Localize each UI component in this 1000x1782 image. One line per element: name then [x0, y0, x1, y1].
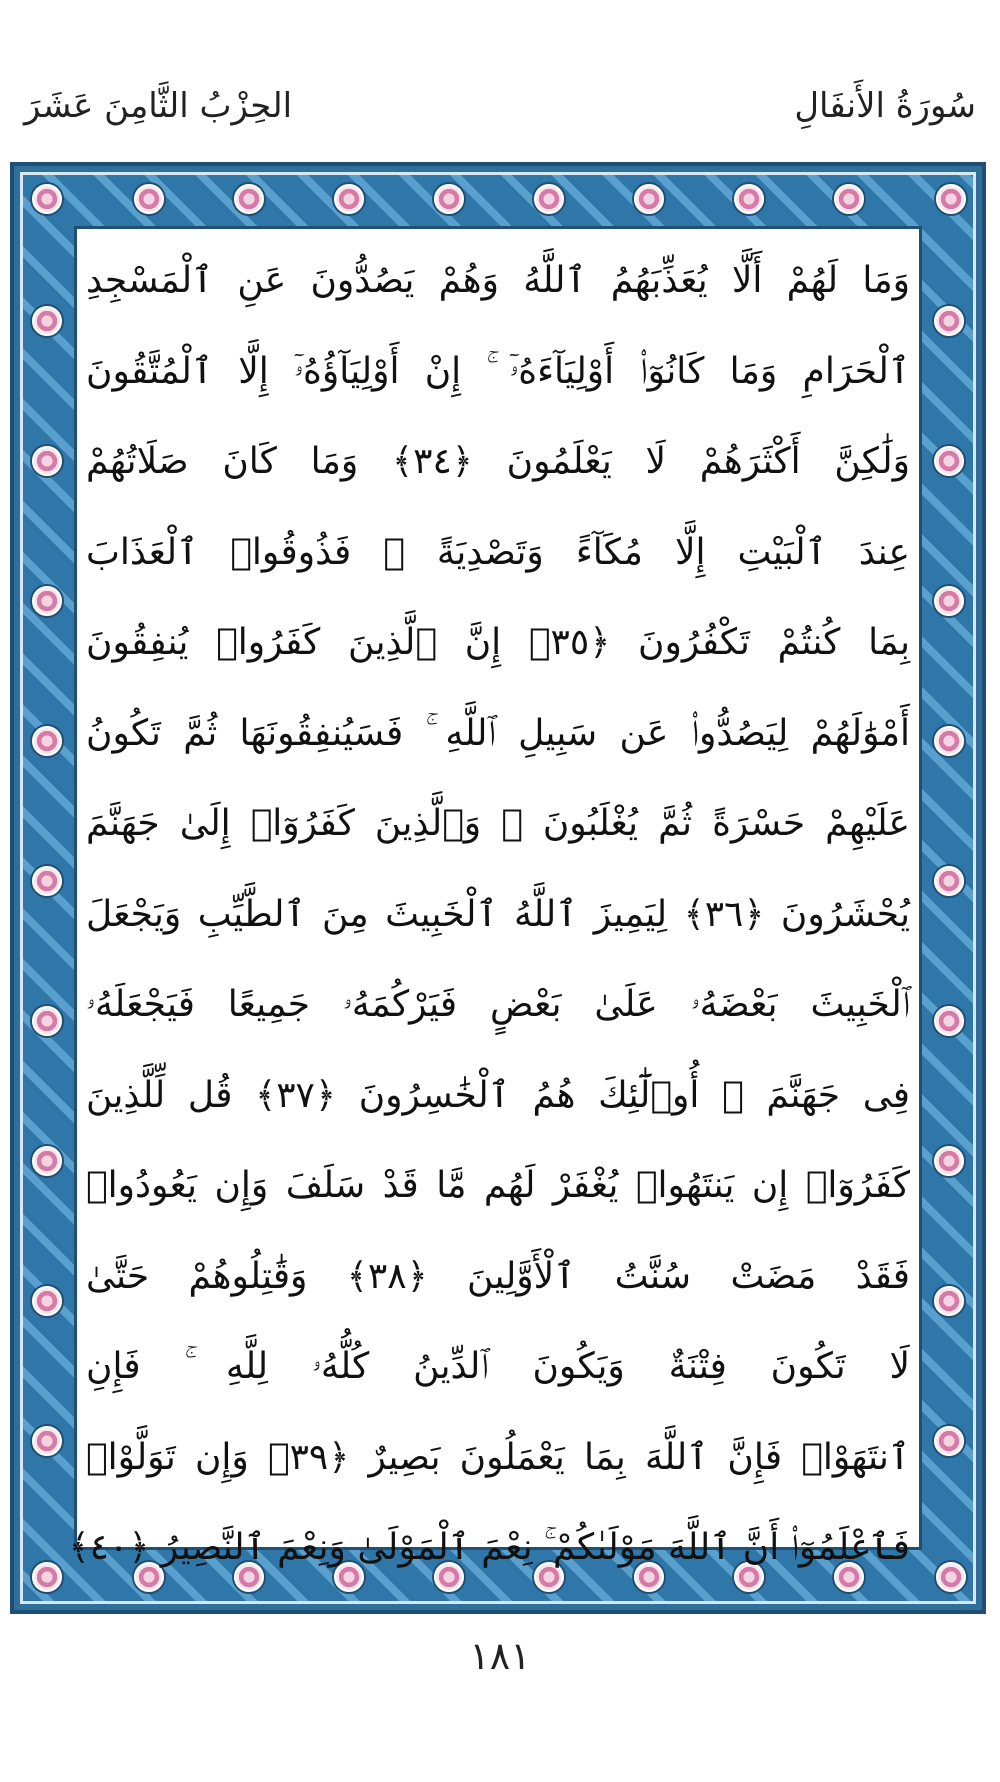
- text-line: لَا تَكُونَ فِتْنَةٌ وَيَكُونَ ٱلدِّينُ كُلُّهُۥ لِلَّهِ ۚ فَإِنِ: [86, 1346, 910, 1387]
- flower-ornament-icon: [934, 726, 964, 756]
- quran-text: [68, 236, 910, 1568]
- text-line: كَفَرُوٓا۟ إِن يَنتَهُوا۟ يُغْفَرْ لَهُم مَّا قَدْ سَلَفَ وَإِن يَعُودُوا۟: [86, 1165, 910, 1206]
- flower-ornament-icon: [934, 866, 964, 896]
- surah-title: سُورَةُ الأَنفَالِ: [794, 86, 976, 126]
- text-line: وَمَا لَهُمْ أَلَّا يُعَذِّبَهُمُ ٱللَّهُ وَهُمْ يَصُدُّونَ عَنِ ٱلْمَسْجِدِ: [86, 260, 910, 301]
- flower-ornament-icon: [934, 1286, 964, 1316]
- text-line: ٱلْخَبِيثَ بَعْضَهُۥ عَلَىٰ بَعْضٍ فَيَرْكُمَهُۥ جَمِيعًا فَيَجْعَلَهُۥ: [86, 984, 910, 1025]
- flower-ornament-icon: [32, 306, 62, 336]
- text-line: بِمَا كُنتُمْ تَكْفُرُونَ ﴿٣٥﴾ إِنَّ ٱلَّذِينَ كَفَرُوا۟ يُنفِقُونَ: [86, 622, 910, 663]
- flower-ornament-icon: [834, 184, 864, 214]
- text-line: عِندَ ٱلْبَيْتِ إِلَّا مُكَآءً وَتَصْدِيَةً ۚ فَذُوقُوا۟ ٱلْعَذَابَ: [86, 531, 910, 573]
- flower-ornament-icon: [32, 1146, 62, 1176]
- page-header: [24, 86, 976, 146]
- text-line: يُحْشَرُونَ ﴿٣٦﴾ لِيَمِيزَ ٱللَّهُ ٱلْخَبِيثَ مِنَ ٱلطَّيِّبِ وَيَجْعَلَ: [86, 893, 910, 935]
- flower-ornament-icon: [32, 1562, 62, 1592]
- flower-ornament-icon: [134, 184, 164, 214]
- ornamental-frame: [10, 162, 986, 1614]
- text-line: أَمْوَٰلَهُمْ لِيَصُدُّوا۟ عَن سَبِيلِ ٱللَّهِ ۚ فَسَيُنفِقُونَهَا ثُمَّ تَكُونُ: [86, 712, 910, 754]
- text-line: ٱنتَهَوْا۟ فَإِنَّ ٱللَّهَ بِمَا يَعْمَلُونَ بَصِيرٌ ﴿٣٩﴾ وَإِن تَوَلَّوْا۟: [86, 1436, 910, 1478]
- flower-ornament-icon: [534, 184, 564, 214]
- flower-ornament-icon: [934, 1426, 964, 1456]
- flower-ornament-icon: [32, 586, 62, 616]
- flower-ornament-icon: [32, 866, 62, 896]
- flower-ornament-icon: [634, 184, 664, 214]
- text-line: وَلَٰكِنَّ أَكْثَرَهُمْ لَا يَعْلَمُونَ ﴿٣٤﴾ وَمَا كَانَ صَلَاتُهُمْ: [86, 441, 910, 482]
- flower-ornament-icon: [334, 184, 364, 214]
- flower-ornament-icon: [934, 306, 964, 336]
- page-number: ١٨١: [469, 1634, 531, 1678]
- flower-ornament-icon: [934, 1006, 964, 1036]
- flower-ornament-icon: [32, 726, 62, 756]
- flower-ornament-icon: [32, 446, 62, 476]
- flower-ornament-icon: [234, 184, 264, 214]
- hizb-title: الحِزْبُ الثَّامِنَ عَشَرَ: [24, 86, 293, 126]
- text-line: فَقَدْ مَضَتْ سُنَّتُ ٱلْأَوَّلِينَ ﴿٣٨﴾ وَقَٰتِلُوهُمْ حَتَّىٰ: [86, 1255, 910, 1297]
- flower-ornament-icon: [32, 1006, 62, 1036]
- text-line: فِى جَهَنَّمَ ۚ أُو۟لَٰٓئِكَ هُمُ ٱلْخَٰسِرُونَ ﴿٣٧﴾ قُل لِّلَّذِينَ: [86, 1074, 910, 1116]
- text-line: ٱلْحَرَامِ وَمَا كَانُوٓا۟ أَوْلِيَآءَهُۥٓ ۚ إِنْ أَوْلِيَآؤُهُۥٓ إِلَّا ٱلْمُتَّقُونَ: [86, 350, 910, 392]
- flower-ornament-icon: [32, 1426, 62, 1456]
- flower-ornament-icon: [936, 1562, 966, 1592]
- flower-ornament-icon: [32, 1286, 62, 1316]
- text-line: فَٱعْلَمُوٓا۟ أَنَّ ٱللَّهَ مَوْلَىٰكُمْ ۚ نِعْمَ ٱلْمَوْلَىٰ وَنِعْمَ ٱلنَّصِيرُ ﴿٤٠﴾: [68, 1527, 910, 1568]
- flower-ornament-icon: [734, 184, 764, 214]
- flower-ornament-icon: [434, 184, 464, 214]
- flower-ornament-icon: [936, 184, 966, 214]
- flower-ornament-icon: [32, 184, 62, 214]
- flower-ornament-icon: [934, 1146, 964, 1176]
- flower-ornament-icon: [934, 586, 964, 616]
- flower-ornament-icon: [934, 446, 964, 476]
- text-line: عَلَيْهِمْ حَسْرَةً ثُمَّ يُغْلَبُونَ ۗ وَٱلَّذِينَ كَفَرُوٓا۟ إِلَىٰ جَهَنَّمَ: [86, 803, 910, 844]
